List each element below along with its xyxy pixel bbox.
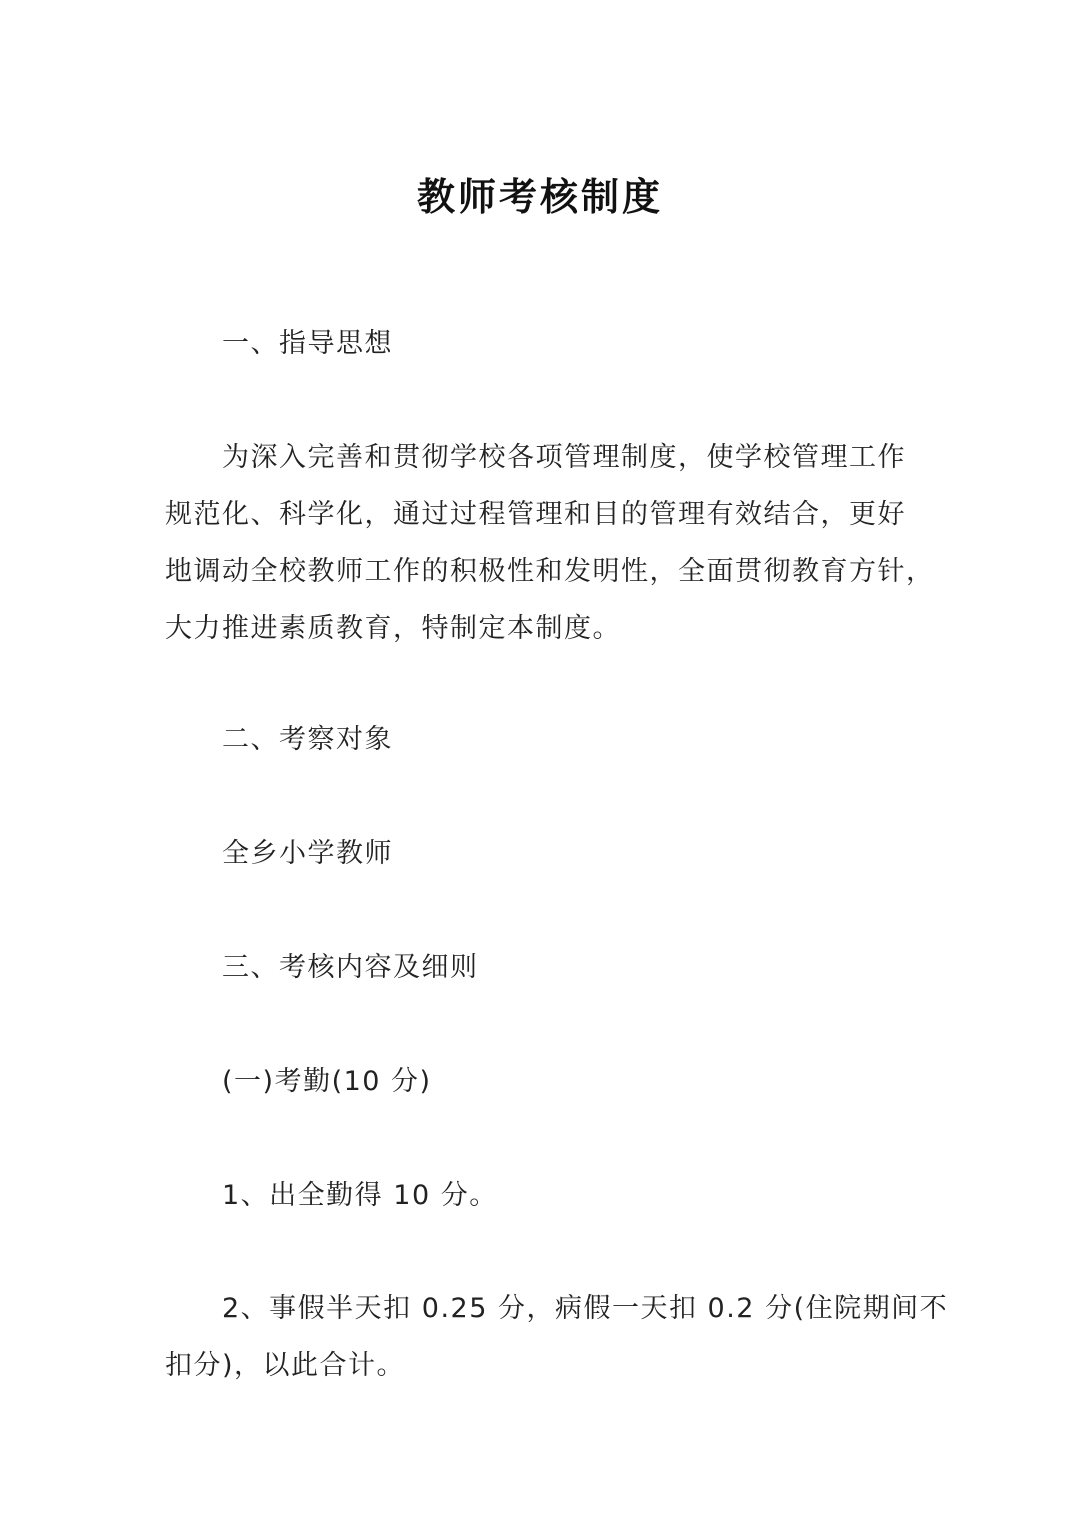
- section-heading-guiding-ideology: 一、指导思想: [222, 328, 393, 359]
- section-heading-assessment-target: 二、考察对象: [222, 724, 393, 755]
- section-heading-assessment-content: 三、考核内容及细则: [222, 952, 479, 983]
- subsection-heading-attendance: (一)考勤(10 分): [222, 1066, 432, 1097]
- assessment-target-text: 全乡小学教师: [222, 838, 393, 869]
- list-item-leave-deduction-continued: 扣分)，以此合计。: [165, 1350, 406, 1381]
- paragraph-line: 为深入完善和贯彻学校各项管理制度，使学校管理工作: [222, 442, 906, 473]
- list-item-leave-deduction: 2、事假半天扣 0.25 分，病假一天扣 0.2 分(住院期间不: [222, 1293, 949, 1324]
- list-item-full-attendance: 1、出全勤得 10 分。: [222, 1180, 498, 1211]
- paragraph-line: 规范化、科学化，通过过程管理和目的管理有效结合，更好: [165, 499, 906, 530]
- document-title: 教师考核制度: [416, 174, 663, 219]
- paragraph-line: 大力推进素质教育，特制定本制度。: [165, 613, 621, 644]
- paragraph-line: 地调动全校教师工作的积极性和发明性，全面贯彻教育方针，: [165, 556, 935, 587]
